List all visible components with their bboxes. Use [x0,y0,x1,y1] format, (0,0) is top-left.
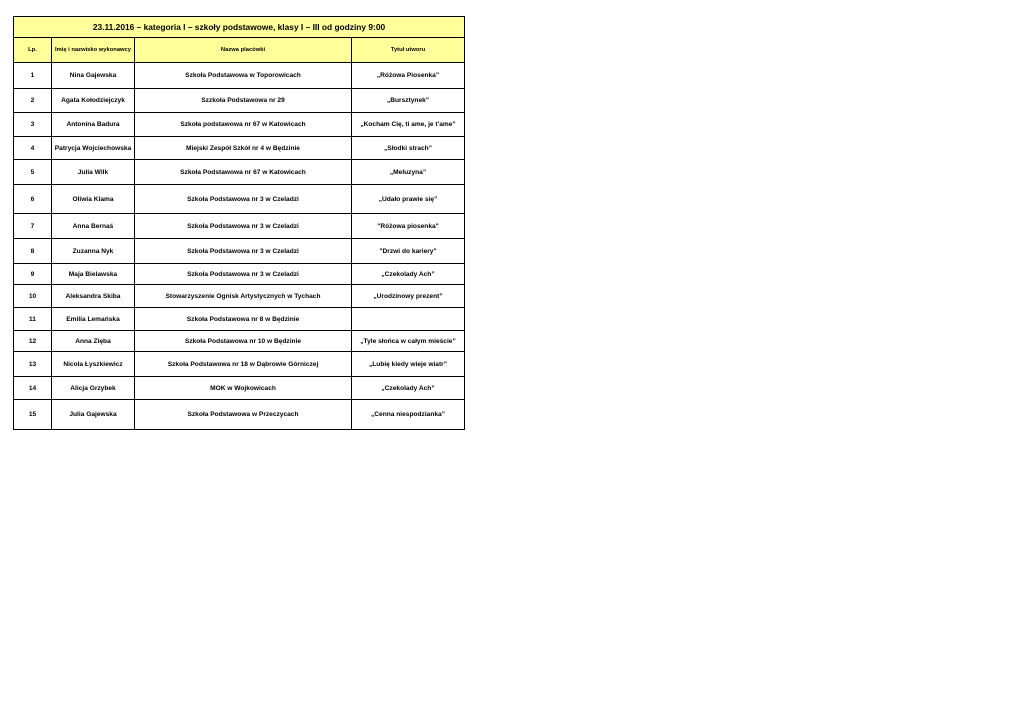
cell-title: „Lubię kiedy wieje wiatr” [352,352,465,377]
cell-name: Zuzanna Nyk [52,239,135,264]
cell-title: „Bursztynek” [352,89,465,113]
table-title: 23.11.2016 – kategoria I – szkoły podstawowe, klasy I – III od godziny 9:00 [14,17,465,38]
cell-name: Emilia Lemańska [52,308,135,331]
cell-title: „Meluzyna” [352,160,465,185]
cell-school: Szzkoła Podstawowa nr 29 [135,89,352,113]
cell-school: Szkoła Podstawowa nr 3 w Czeladzi [135,185,352,214]
cell-title: „Cenna niespodzianka” [352,400,465,430]
table-header-row [14,38,465,63]
header-title: Tytuł utworu [352,38,465,63]
table-row [14,308,465,331]
header-school: Nazwa placówki [135,38,352,63]
cell-lp: 12 [14,331,52,352]
cell-name: Oliwia Klama [52,185,135,214]
cell-title [352,308,465,331]
cell-school: Szkoła Podstawowa nr 10 w Będzinie [135,331,352,352]
cell-school: Szkoła podstawowa nr 67 w Katowicach [135,113,352,137]
table-row [14,239,465,264]
cell-title: „Różowa Piosenka” [352,63,465,89]
cell-title: „Kocham Cię, ti ame, je t'ame” [352,113,465,137]
cell-school: Szkoła Podstawowa nr 3 w Czeladzi [135,264,352,285]
cell-title: „Urodzinowy prezent” [352,285,465,308]
cell-school: Szkoła Podstawowa nr 8 w Będzinie [135,308,352,331]
table-row [14,137,465,160]
cell-lp: 6 [14,185,52,214]
cell-lp: 4 [14,137,52,160]
cell-name: Patrycja Wojciechowska [52,137,135,160]
table-row [14,400,465,430]
cell-title: „Czekolady Ach” [352,377,465,400]
cell-lp: 3 [14,113,52,137]
cell-lp: 1 [14,63,52,89]
table-row [14,89,465,113]
cell-school: Szkoła Podstawowa nr 67 w Katowicach [135,160,352,185]
cell-lp: 8 [14,239,52,264]
cell-title: „Udało prawie się” [352,185,465,214]
cell-title: „Tyle słońca w całym mieście” [352,331,465,352]
cell-name: Maja Bielawska [52,264,135,285]
cell-lp: 14 [14,377,52,400]
cell-lp: 13 [14,352,52,377]
cell-lp: 7 [14,214,52,239]
cell-school: Szkoła Podstawowa w Przeczycach [135,400,352,430]
cell-school: Szkoła Podstawowa w Toporowicach [135,63,352,89]
table-row [14,214,465,239]
cell-school: Szkoła Podstawowa nr 3 w Czeladzi [135,214,352,239]
cell-school: Miejski Zespół Szkół nr 4 w Będzinie [135,137,352,160]
cell-name: Julia Wilk [52,160,135,185]
cell-title: "Różowa piosenka" [352,214,465,239]
cell-name: Alicja Grzybek [52,377,135,400]
header-name: Imię i nazwisko wykonawcy [52,38,135,63]
performers-table [13,16,465,430]
table-row [14,352,465,377]
cell-school: Szkoła Podstawowa nr 3 w Czeladzi [135,239,352,264]
cell-name: Nina Gajewska [52,63,135,89]
table-row [14,285,465,308]
cell-title: "Drzwi do kariery" [352,239,465,264]
cell-lp: 5 [14,160,52,185]
cell-name: Antonina Badura [52,113,135,137]
table-row [14,331,465,352]
table-row [14,264,465,285]
cell-school: Stowarzyszenie Ognisk Artystycznych w Tychach [135,285,352,308]
cell-name: Anna Zięba [52,331,135,352]
cell-name: Nicola Łyszkiewicz [52,352,135,377]
cell-name: Aleksandra Skiba [52,285,135,308]
cell-name: Julia Gajewska [52,400,135,430]
cell-title: „Słodki strach” [352,137,465,160]
cell-name: Agata Kołodziejczyk [52,89,135,113]
cell-name: Anna Bernaś [52,214,135,239]
cell-school: Szkoła Podstawowa nr 18 w Dąbrowie Górniczej [135,352,352,377]
cell-lp: 10 [14,285,52,308]
table-row [14,185,465,214]
cell-lp: 15 [14,400,52,430]
table-row [14,377,465,400]
spreadsheet-page [13,16,464,430]
cell-title: „Czekolady Ach” [352,264,465,285]
cell-lp: 11 [14,308,52,331]
cell-lp: 2 [14,89,52,113]
header-lp: Lp. [14,38,52,63]
table-title-row [14,17,465,38]
cell-school: MOK w Wojkowicach [135,377,352,400]
cell-lp: 9 [14,264,52,285]
table-row [14,113,465,137]
table-row [14,160,465,185]
table-row [14,63,465,89]
